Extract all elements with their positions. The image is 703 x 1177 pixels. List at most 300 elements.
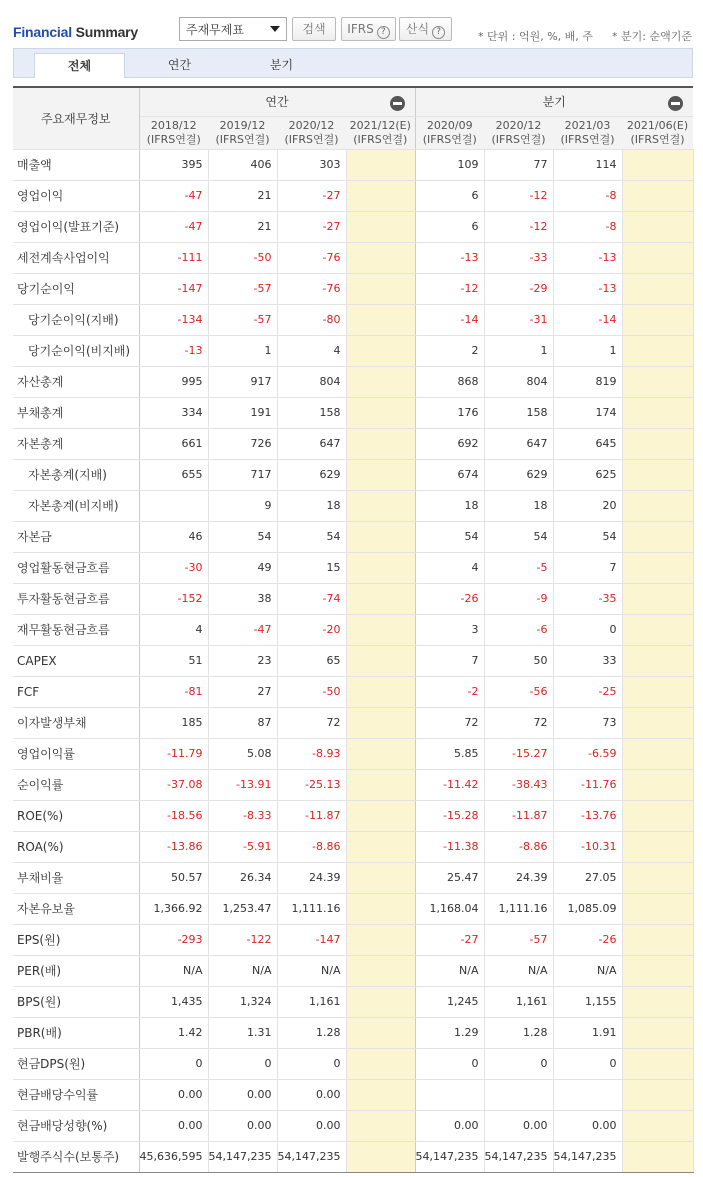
column-period: 2021/12(E) — [349, 118, 411, 132]
table-cell — [553, 1079, 622, 1110]
column-basis: (IFRS연결) — [215, 132, 270, 146]
table-cell: 1.29 — [415, 1017, 484, 1048]
table-cell: 77 — [484, 149, 553, 180]
table-cell: 1,253.47 — [208, 893, 277, 924]
table-cell: 674 — [415, 459, 484, 490]
table-cell: -147 — [139, 273, 208, 304]
table-cell: 5.85 — [415, 738, 484, 769]
table-row — [13, 1048, 693, 1079]
table-cell: 158 — [484, 397, 553, 428]
table-cell — [346, 242, 415, 273]
table-cell: -27 — [277, 180, 346, 211]
table-cell: 49 — [208, 552, 277, 583]
table-row — [13, 924, 693, 955]
table-row — [13, 1141, 693, 1172]
table-cell: 0 — [208, 1048, 277, 1079]
table-cell: -134 — [139, 304, 208, 335]
table-cell: 18 — [415, 490, 484, 521]
table-cell: 72 — [484, 707, 553, 738]
table-cell: -26 — [553, 924, 622, 955]
tab-quarter[interactable]: 분기 — [269, 58, 294, 72]
table-cell — [346, 1079, 415, 1110]
table-row — [13, 1110, 693, 1141]
table-cell — [346, 521, 415, 552]
table-cell — [622, 397, 693, 428]
table-cell: N/A — [484, 955, 553, 986]
table-cell: 6 — [415, 180, 484, 211]
row-label: 순이익률 — [13, 769, 139, 800]
table-cell — [622, 521, 693, 552]
table-cell: -15.28 — [415, 800, 484, 831]
table-cell: -8.86 — [277, 831, 346, 862]
column-period: 2020/12 — [288, 118, 335, 132]
table-cell: 23 — [208, 645, 277, 676]
table-cell: 158 — [277, 397, 346, 428]
table-cell: 25.47 — [415, 862, 484, 893]
table-cell: 0 — [484, 1048, 553, 1079]
column-header — [553, 116, 622, 149]
table-cell — [622, 428, 693, 459]
table-cell: -47 — [139, 211, 208, 242]
row-label: 영업이익 — [13, 180, 139, 211]
table-cell: -38.43 — [484, 769, 553, 800]
column-period: 2020/12 — [495, 118, 542, 132]
table-cell: N/A — [553, 955, 622, 986]
table-cell: 109 — [415, 149, 484, 180]
table-cell — [346, 955, 415, 986]
table-cell: 1.28 — [277, 1017, 346, 1048]
table-cell: 1,155 — [553, 986, 622, 1017]
table-cell: -13.91 — [208, 769, 277, 800]
table-cell — [346, 552, 415, 583]
table-cell: 50 — [484, 645, 553, 676]
table-cell: 868 — [415, 366, 484, 397]
table-cell: -6.59 — [553, 738, 622, 769]
table-cell — [346, 149, 415, 180]
table-cell: 0 — [415, 1048, 484, 1079]
table-cell: N/A — [139, 955, 208, 986]
table-cell: 647 — [277, 428, 346, 459]
row-label: 자본금 — [13, 521, 139, 552]
table-cell: -33 — [484, 242, 553, 273]
table-cell: 692 — [415, 428, 484, 459]
table-cell: 1,085.09 — [553, 893, 622, 924]
table-cell: 176 — [415, 397, 484, 428]
row-label: 당기순이익(지배) — [13, 304, 139, 335]
table-cell — [622, 862, 693, 893]
row-label: 자본총계(비지배) — [13, 490, 139, 521]
table-row — [13, 769, 693, 800]
table-cell: 3 — [415, 614, 484, 645]
table-cell: -9 — [484, 583, 553, 614]
table-cell: 1 — [553, 335, 622, 366]
minus-circle-icon[interactable] — [390, 96, 405, 111]
table-cell — [622, 304, 693, 335]
table-cell — [622, 149, 693, 180]
table-row — [13, 862, 693, 893]
table-cell: -30 — [139, 552, 208, 583]
table-cell — [622, 738, 693, 769]
table-cell: 54 — [553, 521, 622, 552]
tab-all[interactable]: 전체 — [34, 53, 125, 78]
row-label: 자본유보율 — [13, 893, 139, 924]
table-row — [13, 986, 693, 1017]
table-cell — [346, 1048, 415, 1079]
section-title-main: Financial — [13, 24, 72, 40]
table-cell: 7 — [415, 645, 484, 676]
annual-group-header — [139, 87, 415, 116]
table-cell: 50.57 — [139, 862, 208, 893]
table-cell: 1,161 — [484, 986, 553, 1017]
table-row — [13, 707, 693, 738]
column-basis: (IFRS연결) — [353, 132, 408, 146]
table-cell: 726 — [208, 428, 277, 459]
table-cell: -26 — [415, 583, 484, 614]
table-cell: 1 — [208, 335, 277, 366]
quarter-group-header — [415, 87, 693, 116]
table-cell: -31 — [484, 304, 553, 335]
table-cell — [622, 242, 693, 273]
minus-circle-icon[interactable] — [668, 96, 683, 111]
table-cell: 45,636,595 — [139, 1141, 208, 1172]
table-cell — [622, 645, 693, 676]
column-basis: (IFRS연결) — [630, 132, 685, 146]
table-cell: -57 — [484, 924, 553, 955]
table-cell: 5.08 — [208, 738, 277, 769]
column-period: 2020/09 — [426, 118, 473, 132]
row-label: 매출액 — [13, 149, 139, 180]
table-cell — [346, 1110, 415, 1141]
table-cell: 1,435 — [139, 986, 208, 1017]
table-cell — [346, 583, 415, 614]
row-label: PER(배) — [13, 955, 139, 986]
table-cell — [346, 645, 415, 676]
table-cell: 917 — [208, 366, 277, 397]
table-cell — [622, 831, 693, 862]
table-cell: -20 — [277, 614, 346, 645]
row-label: 세전계속사업이익 — [13, 242, 139, 273]
table-cell — [622, 800, 693, 831]
table-cell: 6 — [415, 211, 484, 242]
table-cell — [346, 738, 415, 769]
column-header — [346, 116, 415, 149]
table-cell — [346, 676, 415, 707]
table-cell: 645 — [553, 428, 622, 459]
table-cell: -11.42 — [415, 769, 484, 800]
table-cell — [622, 924, 693, 955]
table-cell — [622, 769, 693, 800]
table-cell — [346, 273, 415, 304]
table-cell: 804 — [277, 366, 346, 397]
chevron-down-icon — [270, 26, 280, 32]
table-cell: 717 — [208, 459, 277, 490]
table-cell: 0.00 — [553, 1110, 622, 1141]
search-button[interactable]: 검색 — [292, 17, 336, 41]
table-cell: -74 — [277, 583, 346, 614]
annual-group-label: 연간 — [265, 95, 289, 110]
table-cell: -111 — [139, 242, 208, 273]
table-cell: -80 — [277, 304, 346, 335]
table-cell — [622, 893, 693, 924]
table-cell: -11.87 — [484, 800, 553, 831]
table-cell: 0.00 — [208, 1110, 277, 1141]
column-basis: (IFRS연결) — [491, 132, 546, 146]
row-label: EPS(원) — [13, 924, 139, 955]
table-cell — [346, 335, 415, 366]
table-cell: -18.56 — [139, 800, 208, 831]
table-cell — [346, 862, 415, 893]
table-cell — [622, 614, 693, 645]
table-cell: 20 — [553, 490, 622, 521]
table-cell: 406 — [208, 149, 277, 180]
table-cell: 1,161 — [277, 986, 346, 1017]
table-cell — [346, 397, 415, 428]
column-period: 2021/06(E) — [626, 118, 689, 132]
table-cell — [139, 490, 208, 521]
table-cell: 18 — [484, 490, 553, 521]
table-row — [13, 552, 693, 583]
tab-annual[interactable]: 연간 — [167, 58, 192, 72]
help-icon: ? — [377, 26, 390, 39]
table-cell — [622, 707, 693, 738]
row-label: 자산총계 — [13, 366, 139, 397]
table-cell — [346, 893, 415, 924]
table-cell: 0 — [139, 1048, 208, 1079]
table-row — [13, 583, 693, 614]
table-cell: 1.42 — [139, 1017, 208, 1048]
table-cell: 1,366.92 — [139, 893, 208, 924]
help-icon: ? — [432, 26, 445, 39]
table-cell: 15 — [277, 552, 346, 583]
table-cell — [346, 490, 415, 521]
table-cell — [622, 459, 693, 490]
column-header — [139, 116, 208, 149]
quarter-group-label: 분기 — [542, 95, 566, 110]
table-cell: -47 — [208, 614, 277, 645]
table-cell: -57 — [208, 273, 277, 304]
table-cell — [622, 676, 693, 707]
table-row — [13, 955, 693, 986]
table-cell: N/A — [277, 955, 346, 986]
table-cell: 819 — [553, 366, 622, 397]
table-cell: -76 — [277, 242, 346, 273]
table-cell: -8 — [553, 180, 622, 211]
label-column-header: 주요재무정보 — [13, 87, 139, 149]
ifrs-label: IFRS — [347, 22, 374, 36]
row-label: 현금DPS(원) — [13, 1048, 139, 1079]
table-cell: 4 — [277, 335, 346, 366]
table-cell: 54 — [277, 521, 346, 552]
table-cell: 0.00 — [484, 1110, 553, 1141]
table-cell — [346, 1141, 415, 1172]
row-label: FCF — [13, 676, 139, 707]
row-label: 영업활동현금흐름 — [13, 552, 139, 583]
table-row — [13, 211, 693, 242]
table-cell — [346, 831, 415, 862]
table-cell — [622, 335, 693, 366]
table-cell — [346, 180, 415, 211]
table-row — [13, 304, 693, 335]
table-cell — [346, 800, 415, 831]
table-cell: 804 — [484, 366, 553, 397]
table-cell: 625 — [553, 459, 622, 490]
row-label: 부채총계 — [13, 397, 139, 428]
table-row — [13, 180, 693, 211]
table-cell — [415, 1079, 484, 1110]
table-cell: -35 — [553, 583, 622, 614]
table-cell: 26.34 — [208, 862, 277, 893]
row-label: PBR(배) — [13, 1017, 139, 1048]
table-row — [13, 645, 693, 676]
table-cell: 27.05 — [553, 862, 622, 893]
table-cell: 1,111.16 — [277, 893, 346, 924]
table-row — [13, 490, 693, 521]
column-basis: (IFRS연결) — [146, 132, 201, 146]
table-cell: -25.13 — [277, 769, 346, 800]
table-cell: 191 — [208, 397, 277, 428]
column-header — [277, 116, 346, 149]
table-cell: -27 — [277, 211, 346, 242]
table-cell — [622, 1048, 693, 1079]
table-row — [13, 242, 693, 273]
table-cell: 54 — [208, 521, 277, 552]
table-cell — [346, 707, 415, 738]
table-cell: 46 — [139, 521, 208, 552]
table-cell: -50 — [208, 242, 277, 273]
table-cell: 0.00 — [139, 1079, 208, 1110]
formula-button[interactable] — [399, 17, 452, 41]
table-cell: -27 — [415, 924, 484, 955]
row-label: 영업이익(발표기준) — [13, 211, 139, 242]
row-label: ROA(%) — [13, 831, 139, 862]
table-cell: 395 — [139, 149, 208, 180]
table-cell — [346, 1017, 415, 1048]
table-cell — [484, 1079, 553, 1110]
table-cell: -12 — [484, 211, 553, 242]
column-period: 2019/12 — [219, 118, 266, 132]
table-cell: -8 — [553, 211, 622, 242]
table-cell: -15.27 — [484, 738, 553, 769]
table-cell: 24.39 — [484, 862, 553, 893]
table-cell — [346, 428, 415, 459]
table-row — [13, 366, 693, 397]
table-cell: -5 — [484, 552, 553, 583]
table-cell: -81 — [139, 676, 208, 707]
table-cell: -12 — [484, 180, 553, 211]
table-cell: 629 — [484, 459, 553, 490]
row-label: 현금배당성향(%) — [13, 1110, 139, 1141]
table-row — [13, 893, 693, 924]
row-label: 재무활동현금흐름 — [13, 614, 139, 645]
table-cell: -13.86 — [139, 831, 208, 862]
table-cell: 0.00 — [208, 1079, 277, 1110]
table-cell: -25 — [553, 676, 622, 707]
column-header — [415, 116, 484, 149]
table-row — [13, 614, 693, 645]
table-cell: -2 — [415, 676, 484, 707]
table-row — [13, 676, 693, 707]
table-cell: -293 — [139, 924, 208, 955]
table-cell: -13.76 — [553, 800, 622, 831]
row-label: 발행주식수(보통주) — [13, 1141, 139, 1172]
table-cell — [622, 273, 693, 304]
table-cell: 114 — [553, 149, 622, 180]
table-cell — [346, 366, 415, 397]
table-cell: 629 — [277, 459, 346, 490]
table-cell — [346, 614, 415, 645]
row-label: ROE(%) — [13, 800, 139, 831]
table-cell: 2 — [415, 335, 484, 366]
table-cell: 21 — [208, 211, 277, 242]
table-cell — [622, 986, 693, 1017]
table-row — [13, 149, 693, 180]
table-row — [13, 335, 693, 366]
table-cell — [346, 924, 415, 955]
row-label: 자본총계 — [13, 428, 139, 459]
report-type-select[interactable] — [179, 17, 287, 41]
table-cell: -8.33 — [208, 800, 277, 831]
table-cell: 9 — [208, 490, 277, 521]
table-row — [13, 273, 693, 304]
table-cell: 0.00 — [415, 1110, 484, 1141]
table-cell: -6 — [484, 614, 553, 645]
table-cell: 4 — [415, 552, 484, 583]
table-cell: -37.08 — [139, 769, 208, 800]
table-cell: 1 — [484, 335, 553, 366]
table-cell — [622, 366, 693, 397]
table-cell: 4 — [139, 614, 208, 645]
table-cell: -152 — [139, 583, 208, 614]
table-cell — [346, 211, 415, 242]
formula-label: 산식 — [405, 22, 430, 36]
table-cell — [346, 459, 415, 490]
table-cell: 54,147,235 — [277, 1141, 346, 1172]
table-cell — [622, 180, 693, 211]
table-cell — [622, 955, 693, 986]
table-cell: 334 — [139, 397, 208, 428]
row-label: CAPEX — [13, 645, 139, 676]
table-cell: 87 — [208, 707, 277, 738]
row-label: 현금배당수익률 — [13, 1079, 139, 1110]
table-cell: -12 — [415, 273, 484, 304]
ifrs-button[interactable] — [341, 17, 396, 41]
table-cell: -13 — [553, 242, 622, 273]
table-cell: 72 — [277, 707, 346, 738]
table-cell: -13 — [553, 273, 622, 304]
table-cell: 54,147,235 — [484, 1141, 553, 1172]
table-cell: 33 — [553, 645, 622, 676]
table-cell — [622, 583, 693, 614]
table-cell: 73 — [553, 707, 622, 738]
table-cell: -11.79 — [139, 738, 208, 769]
financial-summary-table — [13, 86, 694, 1173]
table-cell: 0.00 — [277, 1079, 346, 1110]
table-cell: 54 — [484, 521, 553, 552]
section-title-sub: Summary — [75, 24, 139, 40]
table-row — [13, 459, 693, 490]
row-label: 부채비율 — [13, 862, 139, 893]
table-cell: 51 — [139, 645, 208, 676]
table-cell: 661 — [139, 428, 208, 459]
column-header — [622, 116, 693, 149]
table-cell: 647 — [484, 428, 553, 459]
column-basis: (IFRS연결) — [284, 132, 339, 146]
table-cell: 0.00 — [277, 1110, 346, 1141]
table-cell: 303 — [277, 149, 346, 180]
table-cell — [622, 1079, 693, 1110]
column-basis: (IFRS연결) — [422, 132, 477, 146]
unit-note: * 단위 : 억원, %, 배, 주 — [478, 30, 593, 43]
